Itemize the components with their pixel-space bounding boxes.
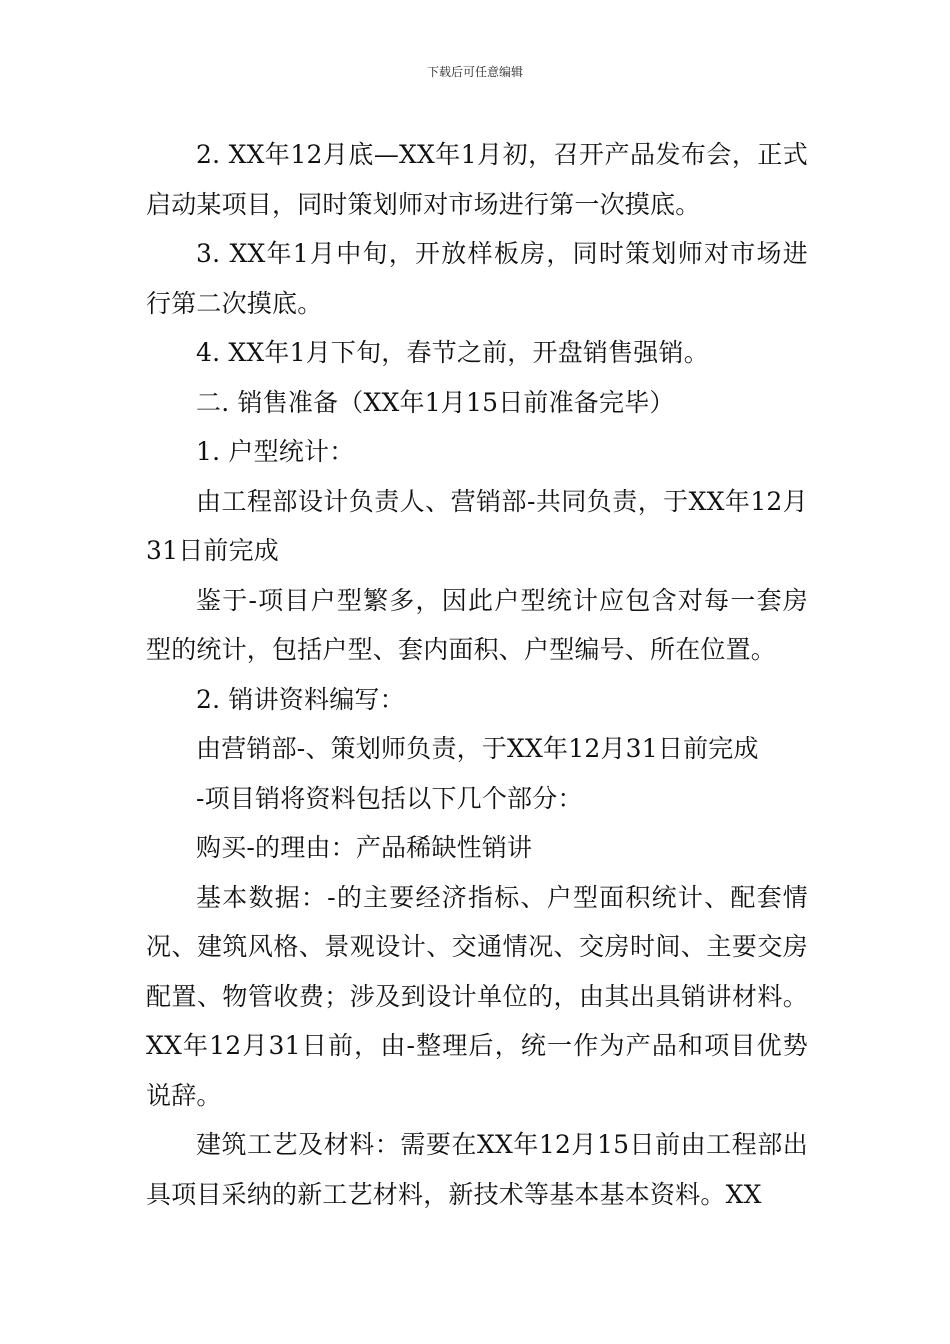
paragraph: 鉴于-项目户型繁多，因此户型统计应包含对每一套房型的统计，包括户型、套内面积、户型编号、所在位置。 <box>146 585 808 664</box>
document-body <box>146 130 808 1219</box>
page-header: 下载后可任意编辑 <box>426 65 523 79</box>
paragraph: 2. 销讲资料编写： <box>196 684 405 714</box>
paragraph: 由工程部设计负责人、营销部-共同负责，于XX年12月31日前完成 <box>146 486 808 565</box>
paragraph: 4. XX年1月下旬，春节之前，开盘销售强销。 <box>196 338 709 367</box>
section-heading: 二. 销售准备（XX年1月15日前准备完毕） <box>196 387 675 417</box>
paragraph: 由营销部-、策划师负责，于XX年12月31日前完成 <box>196 734 759 763</box>
paragraph: 购买-的理由：产品稀缺性销讲 <box>196 833 533 862</box>
paragraph: 3. XX年1月中旬，开放样板房，同时策划师对市场进行第二次摸底。 <box>146 239 808 318</box>
paragraph: 基本数据：-的主要经济指标、户型面积统计、配套情况、建筑风格、景观设计、交通情况、交房时间、主要交房配置、物管收费；涉及到设计单位的，由其出具销讲材料。XX年12月31日前，由-整理后，统一作为产品和项目优势说辞。 <box>146 882 808 1110</box>
paragraph: 2. XX年12月底—XX年1月初，召开产品发布会，正式启动某项目，同时策划师对市场进行第一次摸底。 <box>146 140 808 219</box>
paragraph: 建筑工艺及材料：需要在XX年12月15日前由工程部出具项目采纳的新工艺材料，新技术等基本基本资料。XX <box>146 1130 808 1209</box>
paragraph: -项目销将资料包括以下几个部分： <box>196 783 583 813</box>
paragraph: 1. 户型统计： <box>196 437 355 466</box>
